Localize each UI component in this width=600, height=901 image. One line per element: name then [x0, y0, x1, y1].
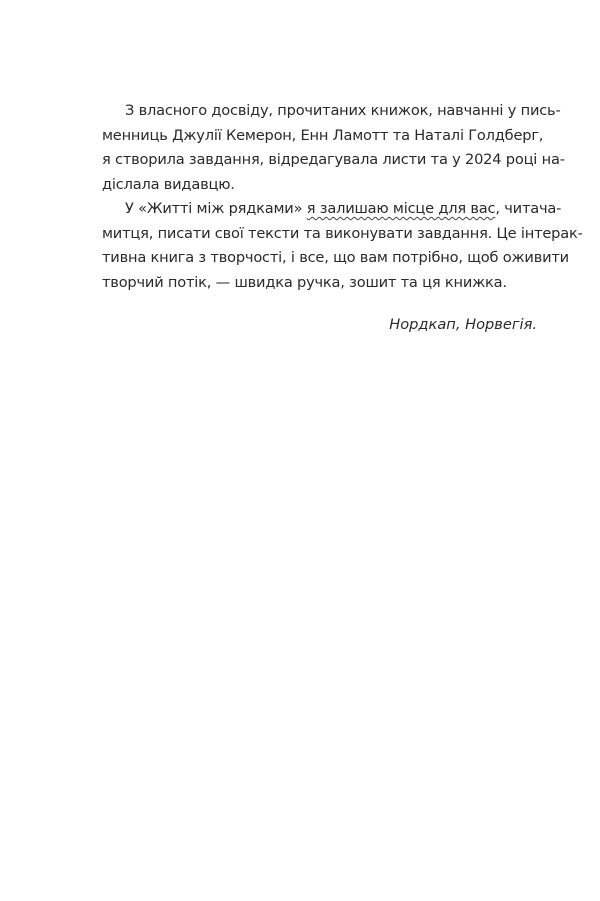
text-line: митця, писати свої тексти та виконувати завдання. Це інтерак- — [102, 224, 583, 242]
text-line: З власного досвіду, прочитаних книжок, навчанні у пись- — [125, 102, 561, 119]
wavy-underlined-phrase: я залишаю місце для вас — [306, 200, 496, 217]
text-segment: , читача- — [495, 200, 562, 217]
text-line — [102, 197, 562, 222]
paragraph-2 — [102, 197, 583, 295]
text-line: діслала видавцю. — [102, 175, 235, 193]
text-line: тивна книга з творчості, і все, що вам потрібно, щоб оживити — [102, 249, 569, 266]
paragraph-1 — [102, 99, 565, 197]
document-body — [102, 99, 583, 295]
text-segment: У «Житті між рядками» — [125, 200, 307, 217]
text-line: я створила завдання, відредагувала листи та у 2024 році на- — [102, 151, 565, 168]
signature-location: Нордкап, Норвегія. — [389, 316, 537, 333]
text-line: творчий потік, — швидка ручка, зошит та ця книжка. — [102, 273, 507, 291]
text-line: менниць Джулії Кемерон, Енн Ламотт та Наталі Голдберг, — [102, 126, 544, 144]
